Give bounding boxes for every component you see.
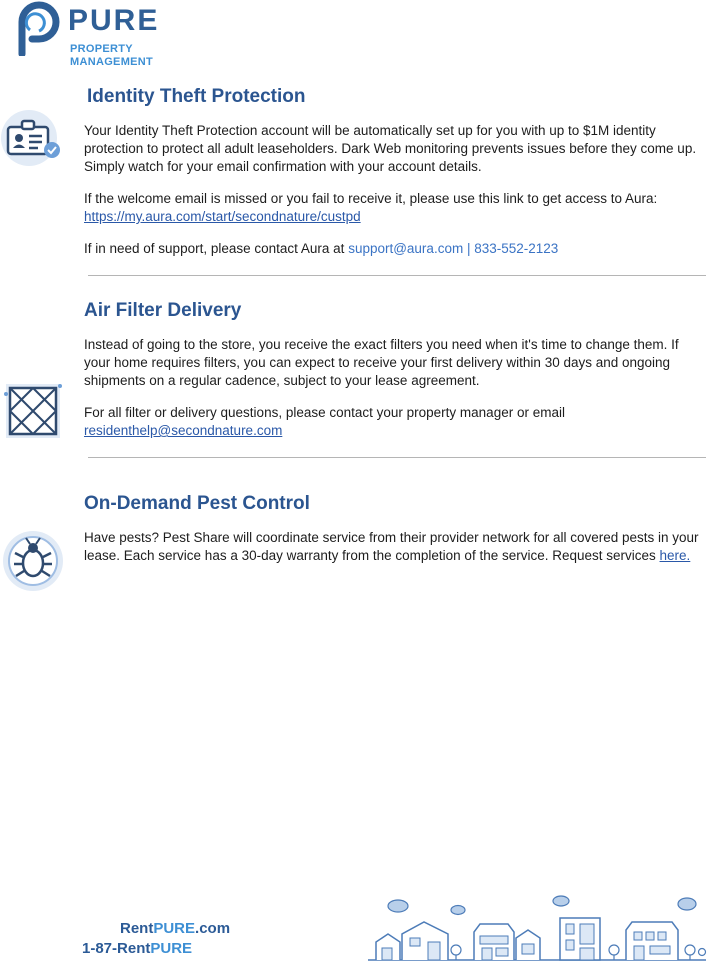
aura-access-paragraph [84,190,708,226]
footer-phone-part2: PURE [150,940,193,957]
resident-help-email-link[interactable]: residenthelp@secondnature.com [84,423,283,438]
footer-website-part2: PURE [153,920,196,937]
aura-access-text: If the welcome email is missed or you fail to receive it, please use this link to get access to Aura: [84,191,658,206]
filter-contact-paragraph [84,404,708,440]
air-filter-section [84,300,708,454]
air-filter-title: Air Filter Delivery [84,300,242,321]
pest-bug-icon [1,529,65,593]
air-filter-paragraph: Instead of going to the store, you receive the exact filters you need when it's time to change them. If your home requires filters, you can expect to receive your first delivery within 30 days and ongoing shipments on a regular cadence, subject to your lease agreement. [84,337,679,388]
section-divider [88,457,706,458]
footer-phone-part1: 1-87-Rent [82,940,151,957]
logo-subtitle [70,43,153,69]
aura-access-link[interactable]: https://my.aura.com/start/secondnature/custpd [84,209,361,224]
pest-control-title: On-Demand Pest Control [84,493,310,514]
company-logo [16,0,196,70]
logo-subtitle-line1: PROPERTY [70,43,133,55]
footer-phone[interactable] [82,940,192,957]
logo-wordmark: PURE [68,4,160,37]
neighborhood-skyline-icon [368,890,708,962]
filter-contact-text: For all filter or delivery questions, please contact your property manager or email [84,405,565,420]
pest-request-link[interactable]: here. [659,548,691,563]
air-filter-icon [2,380,64,442]
pest-control-paragraph [84,529,708,565]
identity-theft-section [84,86,708,272]
footer-website[interactable] [120,920,230,937]
footer-website-part3: .com [195,920,231,937]
identity-theft-title: Identity Theft Protection [87,86,306,107]
aura-support-contact[interactable]: support@aura.com | 833-552-2123 [348,241,559,256]
logo-subtitle-line2: MANAGEMENT [70,56,154,68]
section-divider [88,275,706,276]
aura-support-paragraph [84,240,708,258]
pure-p-logo-icon [16,0,62,56]
footer-website-part1: Rent [120,920,154,937]
aura-support-text: If in need of support, please contact Aura at [84,241,349,256]
pest-control-text: Have pests? Pest Share will coordinate service from their provider network for all covered pests in your lease. Each service has a 30-day warranty from the completion of the service. Request services [84,530,699,563]
id-card-check-icon [0,110,62,168]
pest-control-section [84,493,708,579]
identity-theft-paragraph: Your Identity Theft Protection account will be automatically set up for you with up to $1M identity protection to protect all adult leaseholders. Dark Web monitoring prevents issues before they come up. Simply watch for your email confirmation with your account details. [84,123,697,174]
